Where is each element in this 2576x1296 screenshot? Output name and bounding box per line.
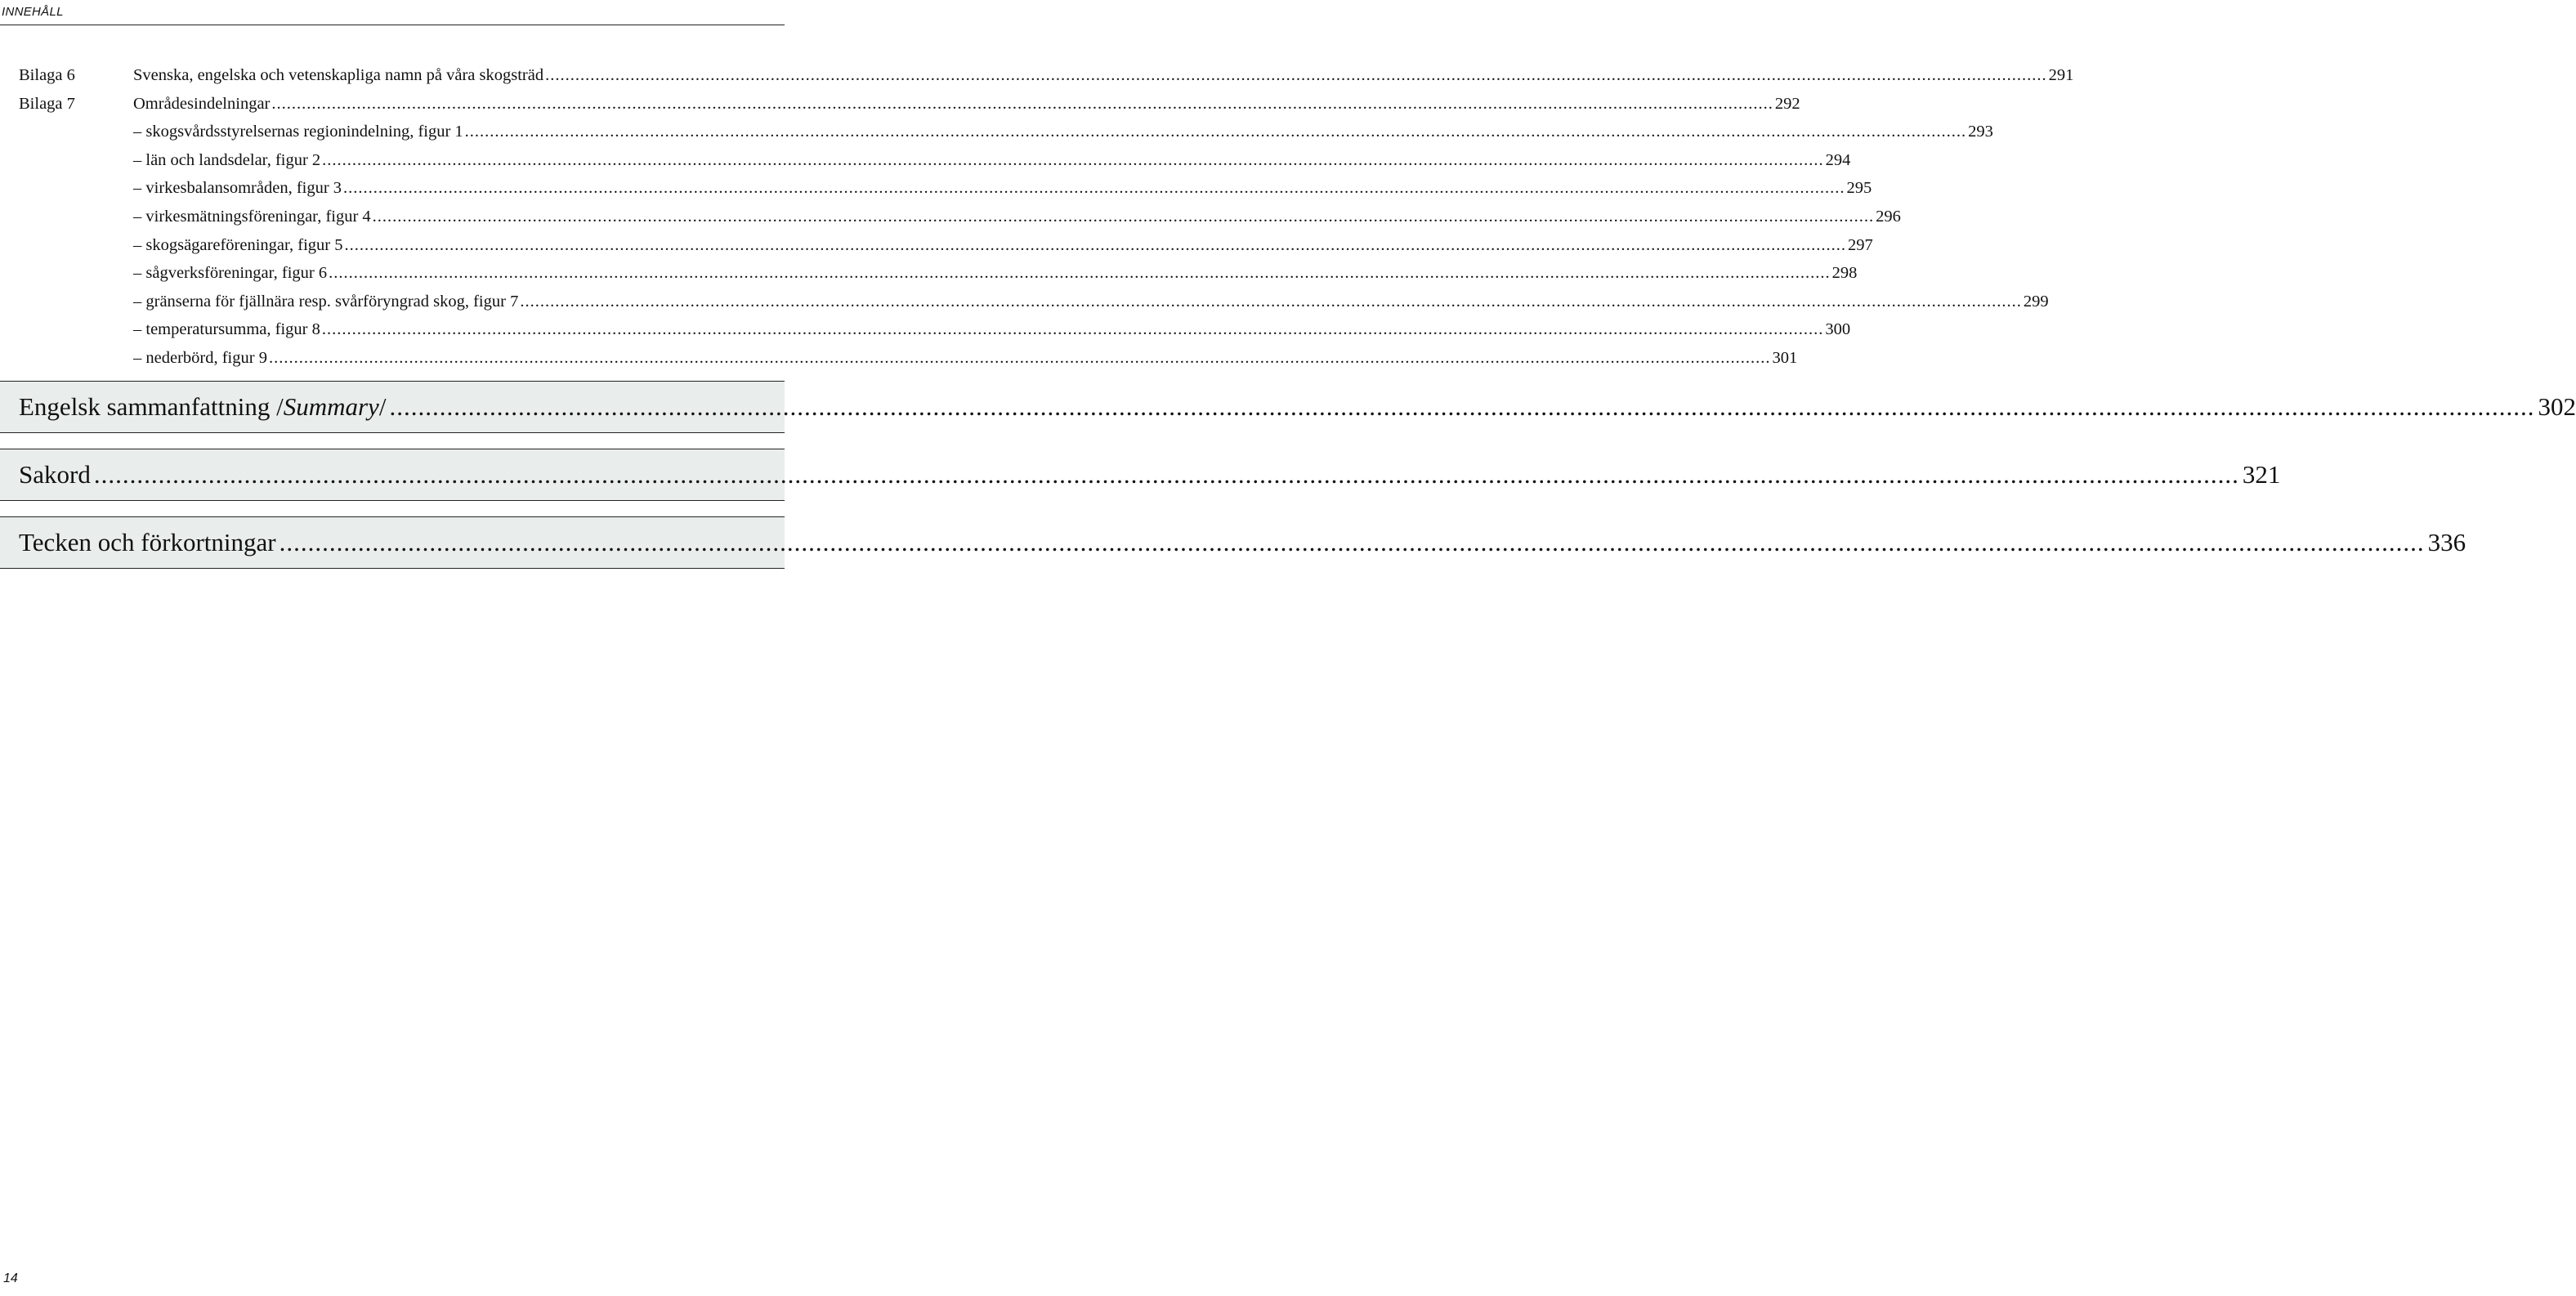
toc-row-label: Bilaga 7 — [19, 94, 75, 113]
dot-leader: ............................................................................................................................................................................................................................................................................................................ — [464, 123, 1967, 141]
toc-section-sakord[interactable] — [0, 449, 2281, 501]
toc-row-text: – sågverksföreningar, figur 6 — [133, 264, 328, 283]
dot-leader: ............................................................................................................................................................................................................................................................................................................ — [321, 320, 1824, 339]
toc-row-page: 293 — [1968, 123, 1993, 141]
toc-row-text: Svenska, engelska och vetenskapliga namn på våra skogsträd — [133, 66, 544, 84]
toc-row-page: 299 — [2023, 292, 2049, 311]
toc-row-page: 292 — [1774, 94, 1800, 113]
toc-row[interactable] — [0, 288, 2049, 316]
toc-row[interactable] — [0, 344, 1798, 373]
toc-section-text: Tecken och förkortningar — [19, 528, 276, 556]
toc-section-text: Engelsk sammanfattning /Summary/ — [19, 392, 387, 421]
toc-row-text: – gränserna för fjällnära resp. svårföryngrad skog, figur 7 — [133, 292, 519, 311]
toc-row-page: 297 — [1847, 235, 1873, 254]
toc-row-page: 291 — [2048, 66, 2074, 84]
toc-row[interactable] — [0, 259, 1858, 288]
toc-row-text: – virkesmätningsföreningar, figur 4 — [133, 207, 371, 226]
toc-list — [0, 61, 2074, 373]
dot-leader: ............................................................................................................................................................................................................................................................................................................ — [389, 392, 2535, 421]
toc-row-page: 301 — [1772, 348, 1798, 367]
dot-leader: ............................................................................................................................................................................................................................................................................................................ — [93, 460, 2239, 489]
dot-leader: ............................................................................................................................................................................................................................................................................................................ — [343, 179, 1845, 198]
toc-row-page: 300 — [1825, 320, 1851, 339]
dot-leader: ............................................................................................................................................................................................................................................................................................................ — [329, 264, 1831, 283]
toc-row-page: 295 — [1846, 179, 1872, 198]
dot-leader: ............................................................................................................................................................................................................................................................................................................ — [268, 348, 1771, 367]
running-head-title: INNEHÅLL — [2, 5, 64, 19]
toc-row[interactable] — [0, 174, 1872, 203]
toc-section-page: 302 — [2538, 392, 2576, 421]
toc-row-page: 296 — [1876, 207, 1901, 226]
toc-row-label: Bilaga 6 — [19, 66, 75, 84]
toc-section-summary[interactable] — [0, 381, 2576, 433]
toc-row-text: – skogsvårdsstyrelsernas regionindelning, figur 1 — [133, 123, 463, 141]
toc-section-page: 336 — [2427, 528, 2466, 556]
page-number: 14 — [3, 1271, 18, 1285]
dot-leader: ............................................................................................................................................................................................................................................................................................................ — [520, 292, 2022, 311]
running-head — [0, 0, 785, 25]
toc-row-text: Områdesindelningar — [133, 94, 271, 113]
toc-row[interactable] — [0, 231, 1873, 260]
dot-leader: ............................................................................................................................................................................................................................................................................................................ — [322, 150, 1824, 169]
toc-row-text: – nederbörd, figur 9 — [133, 348, 267, 367]
toc-row-page: 298 — [1831, 264, 1858, 283]
toc-row[interactable] — [0, 118, 1993, 146]
toc-row[interactable] — [0, 315, 1851, 344]
toc-section-page: 321 — [2242, 460, 2281, 489]
dot-leader: ............................................................................................................................................................................................................................................................................................................ — [344, 235, 1846, 254]
toc-row[interactable] — [0, 203, 1901, 231]
dot-leader: ............................................................................................................................................................................................................................................................................................................ — [372, 207, 1875, 226]
dot-leader: ............................................................................................................................................................................................................................................................................................................ — [271, 94, 1773, 113]
toc-row[interactable] — [0, 90, 1800, 118]
toc-row[interactable] — [0, 61, 2074, 90]
toc-row-text: – skogsägareföreningar, figur 5 — [133, 235, 343, 254]
dot-leader: ............................................................................................................................................................................................................................................................................................................ — [545, 66, 2047, 84]
toc-row-text: – temperatursumma, figur 8 — [133, 320, 320, 339]
toc-section-abbreviations[interactable] — [0, 516, 2466, 569]
toc-row-page: 294 — [1825, 150, 1851, 169]
toc-row-text: – virkesbalansområden, figur 3 — [133, 179, 342, 198]
toc-row-text: – län och landsdelar, figur 2 — [133, 150, 321, 169]
dot-leader: ............................................................................................................................................................................................................................................................................................................ — [279, 528, 2425, 556]
toc-section-text: Sakord — [19, 460, 91, 489]
toc-row[interactable] — [0, 146, 1851, 175]
